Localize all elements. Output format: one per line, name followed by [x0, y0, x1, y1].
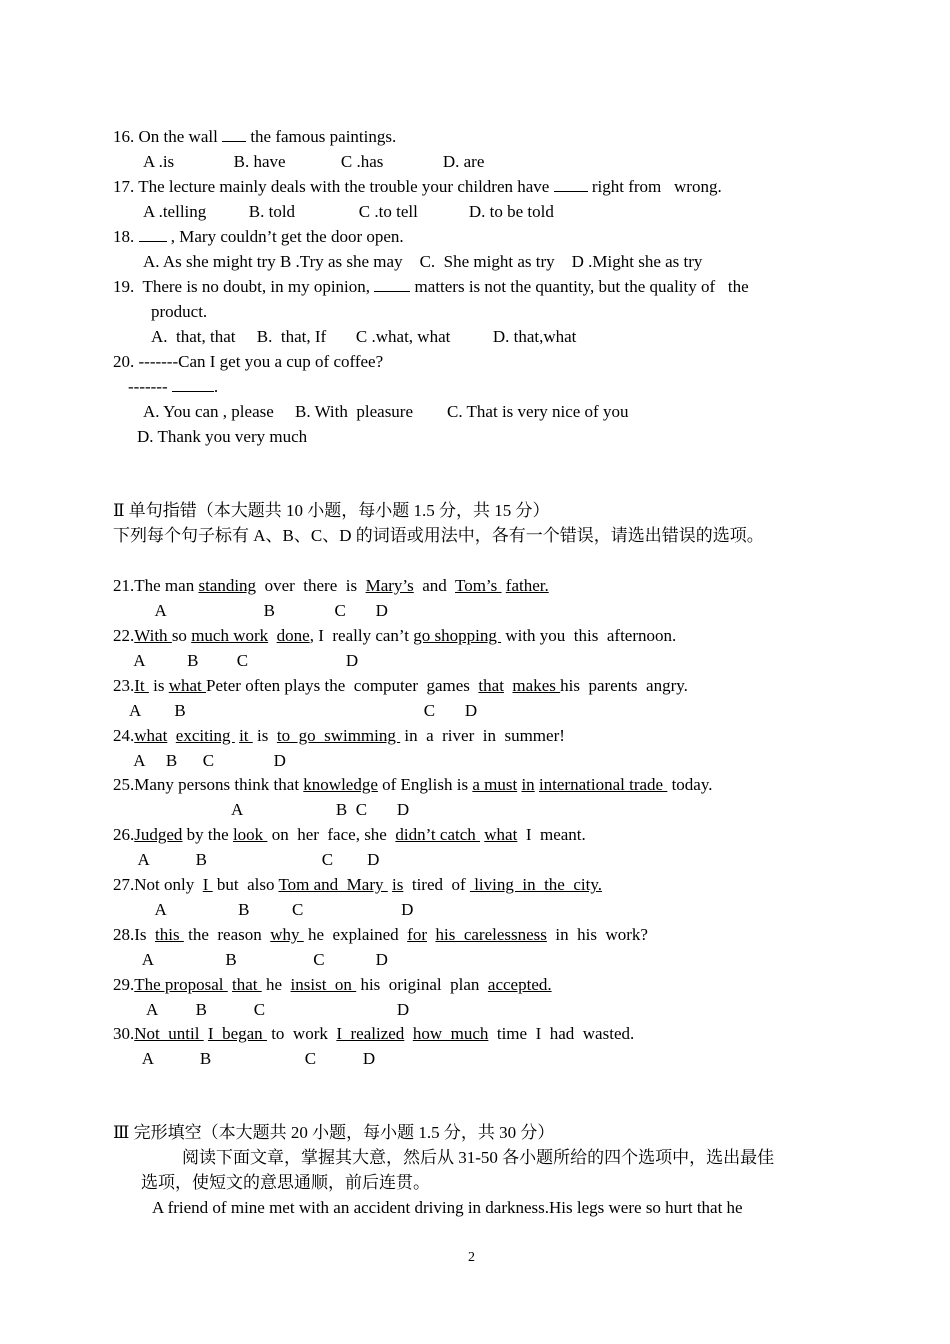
q23-sentence: 23.It is what Peter often plays the computer games that makes his parents angry. [113, 676, 688, 695]
q25-sentence: 25.Many persons think that knowledge of English is a must in international trade today. [113, 775, 713, 794]
q29-letters: A B C D [113, 1000, 410, 1019]
q28-sentence: 28.Is this the reason why he explained for his carelessness in his work? [113, 925, 648, 944]
section2-instruction: 下列每个句子标有 A、B、C、D 的词语或用法中，各有一个错误，请选出错误的选项。 [113, 526, 764, 545]
page-number: 2 [468, 1250, 475, 1265]
answer-blank [222, 127, 246, 142]
q19-stem: 19. There is no doubt, in my opinion, matters is not the quantity, but the quality of the [113, 277, 749, 296]
q22-letters: A B C D [113, 651, 359, 670]
q21-letters: A B C D [113, 601, 388, 620]
q19-stem-cont: product. [151, 302, 208, 321]
q20-reply: ------- . [128, 377, 219, 396]
answer-blank [172, 377, 214, 392]
q28-letters: A B C D [113, 950, 388, 969]
q29-sentence: 29.The proposal that he insist on his original plan accepted. [113, 975, 552, 994]
q23-letters: A B C D [113, 701, 478, 720]
q27-letters: A B C D [113, 900, 414, 919]
q26-letters: A B C D [113, 850, 380, 869]
q21-sentence: 21.The man standing over there is Mary’s and Tom’s father. [113, 576, 549, 595]
q30-sentence: 30.Not until I began to work I realized how much time I had wasted. [113, 1024, 635, 1043]
q16-options: A .is B. have C .has D. are [143, 152, 485, 171]
section3-title: Ⅲ 完形填空（本大题共 20 小题，每小题 1.5 分，共 30 分） [113, 1123, 555, 1142]
section3-instruction: 阅读下面文章，掌握其大意，然后从 31-50 各小题所给的四个选项中，选出最佳 [182, 1148, 775, 1167]
passage-first-line: A friend of mine met with an accident driving in darkness.His legs were so hurt that he [152, 1198, 743, 1217]
q30-letters: A B C D [113, 1049, 376, 1068]
q24-letters: A B C D [113, 751, 286, 770]
q24-sentence: 24.what exciting it is to go swimming in a river in summer! [113, 726, 565, 745]
section3-instruction-cont: 选项，使短文的意思通顺，前后连贯。 [141, 1173, 430, 1192]
q20-stem: 20. -------Can I get you a cup of coffee? [113, 352, 384, 371]
answer-blank [374, 277, 410, 292]
answer-blank [554, 177, 588, 192]
q16-stem: 16. On the wall the famous paintings. [113, 127, 397, 146]
q25-letters: A B C D [113, 800, 410, 819]
q19-options: A. that, that B. that, If C .what, what D. that,what [151, 327, 577, 346]
q17-stem: 17. The lecture mainly deals with the trouble your children have right from wrong. [113, 177, 722, 196]
q20-options-1: A. You can , please B. With pleasure C. That is very nice of you [143, 402, 629, 421]
q17-options: A .telling B. told C .to tell D. to be told [143, 202, 554, 221]
answer-blank [139, 227, 167, 242]
q18-options: A. As she might try B .Try as she may C. She might as try D .Might she as try [143, 252, 703, 271]
q27-sentence: 27.Not only I but also Tom and Mary is tired of living in the city. [113, 875, 602, 894]
q22-sentence: 22.With so much work done, I really can’t go shopping with you this afternoon. [113, 626, 677, 645]
q20-options-2: D. Thank you very much [137, 427, 308, 446]
q18-stem: 18. , Mary couldn’t get the door open. [113, 227, 404, 246]
section2-title: Ⅱ 单句指错（本大题共 10 小题，每小题 1.5 分，共 15 分） [113, 501, 550, 520]
q26-sentence: 26.Judged by the look on her face, she didn’t catch what I meant. [113, 825, 586, 844]
